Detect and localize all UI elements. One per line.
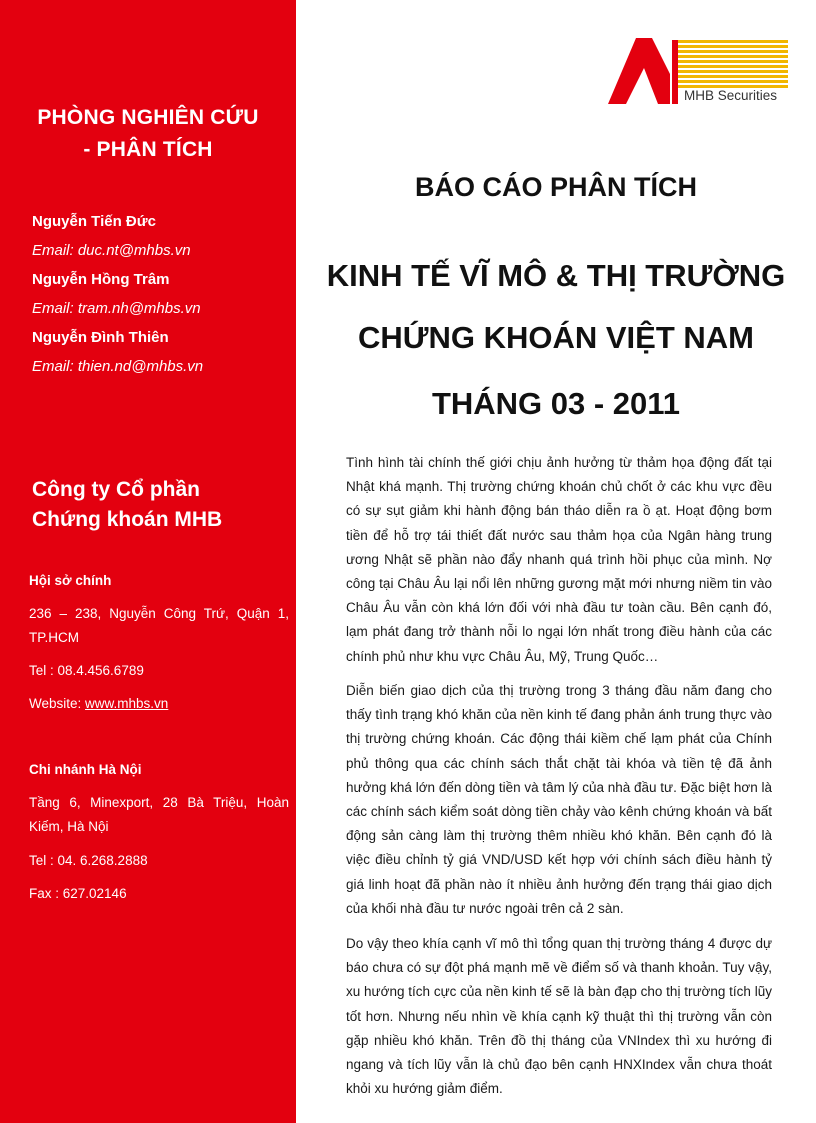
department-title-line1: PHÒNG NGHIÊN CỨU [37,106,259,129]
hanoi-branch-tel: Tel : 04. 6.268.2888 [29,853,148,868]
analyst-email[interactable]: Email: tram.nh@mhbs.vn [32,300,201,317]
hanoi-branch-fax: Fax : 627.02146 [29,886,127,901]
body-paragraph: Diễn biến giao dịch của thị trường trong 3 tháng đầu năm đang cho thấy tình trạng khó khăn của nền kinh tế đang phản ánh trung thực vào thị trường chứng khoán. Các động thái kiềm chế lạm phát của Chính phủ thông qua các chính sách thắt chặt tài khóa và tiền tệ đã ảnh hưởng khá lớn đến dòng tiền và tâm lý của nhà đầu tư. Đặc biệt hơn là các chính sách kiểm soát dòng tiền chảy vào kênh chứng khoán và bất động sản càng làm thị trường thêm nhiều khó khăn. Bên cạnh đó là việc điều chỉnh tỷ giá VND/USD kết hợp với chính sách điều hành tỷ giá linh hoạt đã phần nào ít nhiều ảnh hưởng đến trạng thái giao dịch của khối nhà đầu tư nước ngoài trên cả 2 sàn. [346,683,772,916]
department-title-line2: - PHÂN TÍCH [83,138,213,161]
report-title-line1: KINH TẾ VĨ MÔ & THỊ TRƯỜNG [326,258,786,293]
head-office-website [29,696,168,711]
report-title-line2: CHỨNG KHOÁN VIỆT NAM [358,320,754,355]
company-name-line1: Công ty Cổ phần [32,478,200,501]
website-link[interactable]: www.mhbs.vn [85,696,169,711]
analyst-name: Nguyễn Hồng Trâm [32,271,170,288]
head-office-tel: Tel : 08.4.456.6789 [29,663,144,678]
body-paragraph: Tình hình tài chính thế giới chịu ảnh hưởng từ thảm họa động đất tại Nhật khá mạnh. Thị trường chứng khoán chủ chốt ở các khu vực đều có sự sụt giảm khi hành động bán tháo diễn ra ồ ạt. Hoạt động bơm tiền để hỗ trợ tái thiết đất nước sau thảm họa của Ngân hàng trung ương Nhật sẽ phần nào đẩy nhanh quá trình hồi phục của mình. Nợ công tại Châu Âu lại nổi lên những gương mặt mới nhưng niềm tin vào Châu Âu vẫn còn khá lớn đối với nhà đầu tư toàn cầu. Bên cạnh đó, lạm phát đang trở thành nỗi lo ngại lớn nhất trong điều hành của các chính phủ như khu vực Châu Âu, Mỹ, Trung Quốc… [346,455,772,664]
website-label: Website: [29,696,86,711]
logo-caption: MHB Securities [684,88,778,103]
head-office-label: Hội sở chính [29,573,112,588]
head-office-address: 236 – 238, Nguyễn Công Trứ, Quận 1, TP.HCM [29,606,289,645]
hanoi-branch-address: Tầng 6, Minexport, 28 Bà Triệu, Hoàn Kiếm, Hà Nội [29,795,289,834]
analyst-name: Nguyễn Tiến Đức [32,213,156,230]
report-title-line3: THÁNG 03 - 2011 [431,386,681,421]
body-paragraph: Do vậy theo khía cạnh vĩ mô thì tổng quan thị trường tháng 4 được dự báo chưa có sự đột phá mạnh mẽ về điểm số và thanh khoản. Tuy vậy, xu hướng tích cực của nền kinh tế sẽ là bàn đạp cho thị trường tích lũy tốt hơn. Nhưng nếu nhìn về khía cạnh kỹ thuật thì thị trường vẫn còn gặp nhiều khó khăn. Trên đồ thị tháng của VNIndex thì xu hướng đi ngang và tích lũy vẫn là chủ đạo bên cạnh HNXIndex vẫn chưa thoát khỏi xu hướng giảm điểm. [346,936,772,1097]
sidebar [0,0,296,1123]
analyst-email[interactable]: Email: thien.nd@mhbs.vn [32,358,204,375]
report-type: BÁO CÁO PHÂN TÍCH [415,172,697,202]
analyst-email[interactable]: Email: duc.nt@mhbs.vn [32,242,191,259]
hanoi-branch-label: Chi nhánh Hà Nội [29,762,142,777]
analyst-name: Nguyễn Đình Thiên [32,329,169,346]
company-name-line2: Chứng khoán MHB [32,508,223,531]
